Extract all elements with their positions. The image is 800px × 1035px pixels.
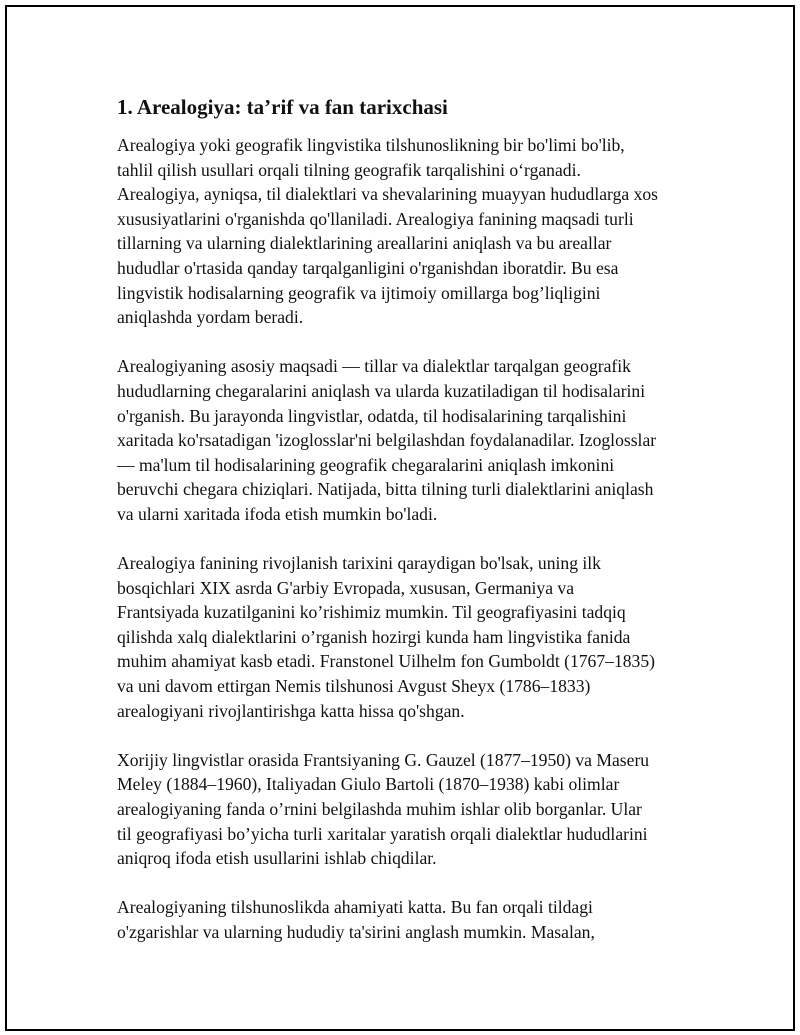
text-line: til geografiyasi bo’yicha turli xaritalar yaratish orqali dialektlar hududlarini — [117, 823, 648, 844]
text-line: bosqichlari XIX asrda G'arbiy Evropada, xususan, Germaniya va — [117, 577, 575, 598]
text-line: arealogiyani rivojlantirishga katta hissa qo'shgan. — [117, 700, 465, 721]
text-line: o'rganish. Bu jarayonda lingvistlar, odatda, til hodisalarining tarqalishini — [117, 405, 627, 426]
text-line: Arealogiyaning asosiy maqsadi — tillar va dialektlar tarqalgan geografik — [117, 356, 631, 377]
text-line: Arealogiya yoki geografik lingvistika tilshunoslikning bir bo'limi bo'lib, — [117, 135, 625, 155]
text-line: xaritada ko'rsatadigan 'izoglosslar'ni belgilashdan foydalanadilar. Izoglosslar — [117, 430, 657, 451]
text-line: Arealogiya, ayniqsa, til dialektlari va shevalarining muayyan hududlarga xos — [117, 184, 659, 205]
text-line: Xorijiy lingvistlar orasida Frantsiyaning G. Gauzel (1877–1950) va Maseru — [117, 749, 650, 770]
paragraph-3 — [117, 551, 692, 723]
paragraph-5 — [117, 895, 692, 944]
text-line: xususiyatlarini o'rganishda qo'llaniladi. Arealogiya fanining maqsadi turli — [117, 208, 634, 229]
text-line: — ma'lum til hodisalarining geografik chegaralarini aniqlash imkonini — [117, 454, 615, 475]
paragraph-2 — [117, 354, 692, 526]
text-line: Arealogiyaning tilshunoslikda ahamiyati katta. Bu fan orqali tildagi — [117, 897, 593, 918]
section-heading: 1. Arealogiya: ta’rif va fan tarixchasi — [117, 95, 448, 119]
text-line: va ularni xaritada ifoda etish mumkin bo'ladi. — [117, 503, 438, 524]
text-line: tillarning va ularning dialektlarining areallarini aniqlash va bu areallar — [117, 233, 612, 254]
text-line: o'zgarishlar va ularning hududiy ta'sirini anglash mumkin. Masalan, — [117, 922, 595, 942]
text-line: aniqroq ifoda etish usullarini ishlab chiqdilar. — [117, 848, 437, 869]
paragraph-1 — [117, 133, 692, 330]
document-body — [117, 94, 692, 969]
text-line: qilishda xalq dialektlarini o’rganish hozirgi kunda ham lingvistika fanida — [117, 626, 631, 647]
text-line: aniqlashda yordam beradi. — [117, 307, 304, 328]
text-line: arealogiyaning fanda o’rnini belgilashda muhim ishlar olib borganlar. Ular — [117, 799, 642, 820]
text-line: beruvchi chegara chiziqlari. Natijada, bitta tilning turli dialektlarini aniqlash — [117, 479, 654, 500]
text-line: tahlil qilish usullari orqali tilning geografik tarqalishini o‘rganadi. — [117, 159, 581, 180]
text-line: Meley (1884–1960), Italiyadan Giulo Bartoli (1870–1938) kabi olimlar — [117, 774, 620, 795]
paragraph-4 — [117, 748, 692, 871]
text-line: va uni davom ettirgan Nemis tilshunosi Avgust Sheyx (1786–1833) — [117, 676, 591, 697]
text-line: lingvistik hodisalarning geografik va ijtimoiy omillarga bog’liqligini — [117, 282, 601, 303]
text-line: muhim ahamiyat kasb etadi. Franstonel Uilhelm fon Gumboldt (1767–1835) — [117, 651, 655, 672]
text-line: hududlar o'rtasida qanday tarqalganligini o'rganishdan iboratdir. Bu esa — [117, 257, 619, 278]
text-line: Arealogiya fanining rivojlanish tarixini qaraydigan bo'lsak, uning ilk — [117, 553, 601, 574]
text-line: Frantsiyada kuzatilganini ko’rishimiz mumkin. Til geografiyasini tadqiq — [117, 602, 626, 623]
text-line: hududlarning chegaralarini aniqlash va ularda kuzatiladigan til hodisalarini — [117, 380, 646, 401]
